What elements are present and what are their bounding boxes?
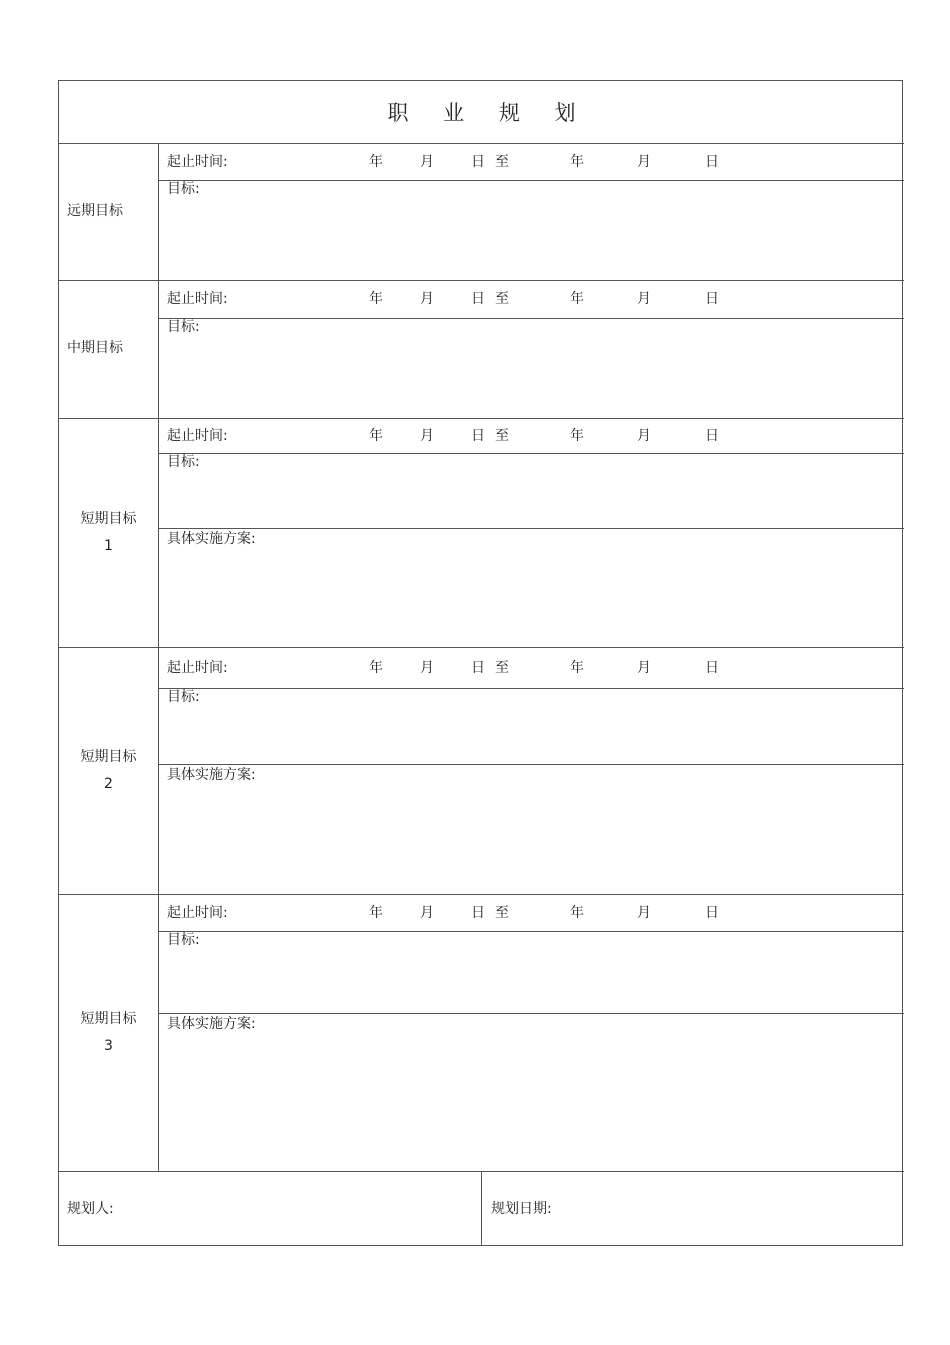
row-divider — [158, 453, 904, 454]
plan-input-area[interactable] — [159, 784, 903, 892]
goal-input-area[interactable] — [159, 706, 903, 762]
career-plan-form — [58, 80, 903, 1246]
planner-input[interactable] — [119, 1181, 469, 1237]
implementation-plan-label: 具体实施方案: — [167, 1016, 256, 1032]
section-number: 3 — [104, 1037, 113, 1054]
date-field-day[interactable]: 日 — [705, 427, 719, 444]
section-label — [59, 744, 158, 798]
row-divider — [158, 528, 904, 529]
date-field-to[interactable]: 至 — [495, 659, 509, 676]
date-field-day[interactable]: 日 — [471, 291, 485, 307]
implementation-plan-label: 具体实施方案: — [167, 531, 256, 547]
row-divider — [158, 318, 904, 319]
date-field-day[interactable]: 日 — [705, 904, 719, 921]
section-divider — [59, 280, 904, 281]
date-field-month[interactable]: 月 — [420, 427, 434, 444]
date-field-to[interactable]: 至 — [495, 291, 509, 307]
date-field-day[interactable]: 日 — [705, 291, 719, 307]
section-name: 中期目标 — [67, 340, 123, 356]
date-field-day[interactable]: 日 — [471, 659, 485, 676]
goal-input-area[interactable] — [159, 336, 903, 416]
date-field-year[interactable]: 年 — [570, 291, 584, 307]
section-divider — [59, 647, 904, 648]
date-field-day[interactable]: 日 — [705, 153, 719, 170]
row-divider — [158, 180, 904, 181]
date-field-year[interactable]: 年 — [369, 659, 383, 676]
date-field-month[interactable]: 月 — [420, 659, 434, 676]
title-divider — [59, 143, 904, 144]
plan-input-area[interactable] — [159, 1033, 903, 1169]
date-field-day[interactable]: 日 — [471, 427, 485, 444]
section-label — [59, 335, 158, 362]
date-field-day[interactable]: 日 — [705, 659, 719, 676]
date-field-month[interactable]: 月 — [637, 291, 651, 307]
date-field-month[interactable]: 月 — [637, 659, 651, 676]
goal-input-area[interactable] — [159, 949, 903, 1011]
date-field-month[interactable]: 月 — [420, 904, 434, 921]
date-field-year[interactable]: 年 — [570, 153, 584, 170]
goal-label: 目标: — [167, 932, 200, 948]
goal-input-area[interactable] — [159, 198, 903, 278]
row-divider — [158, 688, 904, 689]
goal-input-area[interactable] — [159, 471, 903, 526]
section-name: 短期目标 — [80, 510, 137, 527]
planner-label: 规划人: — [67, 1201, 114, 1217]
date-field-year[interactable]: 年 — [369, 427, 383, 444]
date-field-year[interactable]: 年 — [369, 291, 383, 307]
section-name: 短期目标 — [80, 748, 137, 765]
section-name: 远期目标 — [67, 202, 123, 219]
date-field-year[interactable]: 年 — [369, 153, 383, 170]
row-divider — [158, 764, 904, 765]
date-field-to[interactable]: 至 — [495, 427, 509, 444]
goal-label: 目标: — [167, 181, 200, 197]
row-divider — [158, 931, 904, 932]
section-number: 1 — [104, 537, 113, 554]
date-field-to[interactable]: 至 — [495, 153, 509, 170]
implementation-plan-label: 具体实施方案: — [167, 767, 256, 783]
date-field-month[interactable]: 月 — [420, 291, 434, 307]
start-end-time-label: 起止时间: — [167, 427, 228, 444]
footer-divider — [481, 1171, 482, 1245]
goal-label: 目标: — [167, 319, 200, 335]
date-field-month[interactable]: 月 — [637, 153, 651, 170]
start-end-time-label: 起止时间: — [167, 153, 228, 170]
date-field-month[interactable]: 月 — [420, 153, 434, 170]
section-number: 2 — [104, 775, 113, 792]
date-field-year[interactable]: 年 — [570, 427, 584, 444]
section-label — [59, 1006, 158, 1060]
goal-label: 目标: — [167, 454, 200, 470]
goal-label: 目标: — [167, 689, 200, 705]
plan-date-label: 规划日期: — [491, 1201, 552, 1217]
start-end-time-label: 起止时间: — [167, 291, 228, 307]
date-field-month[interactable]: 月 — [637, 427, 651, 444]
plan-input-area[interactable] — [159, 548, 903, 645]
section-label — [59, 198, 158, 225]
date-field-year[interactable]: 年 — [369, 904, 383, 921]
section-label — [59, 506, 158, 560]
start-end-time-label: 起止时间: — [167, 904, 228, 921]
plan-date-input[interactable] — [559, 1181, 889, 1237]
section-name: 短期目标 — [80, 1010, 137, 1027]
date-field-month[interactable]: 月 — [637, 904, 651, 921]
form-title: 职 业 规 划 — [387, 101, 590, 125]
section-divider — [59, 894, 904, 895]
date-field-day[interactable]: 日 — [471, 153, 485, 170]
date-field-year[interactable]: 年 — [570, 904, 584, 921]
section-divider — [59, 418, 904, 419]
date-field-year[interactable]: 年 — [570, 659, 584, 676]
start-end-time-label: 起止时间: — [167, 659, 228, 676]
row-divider — [158, 1013, 904, 1014]
date-field-to[interactable]: 至 — [495, 904, 509, 921]
date-field-day[interactable]: 日 — [471, 904, 485, 921]
